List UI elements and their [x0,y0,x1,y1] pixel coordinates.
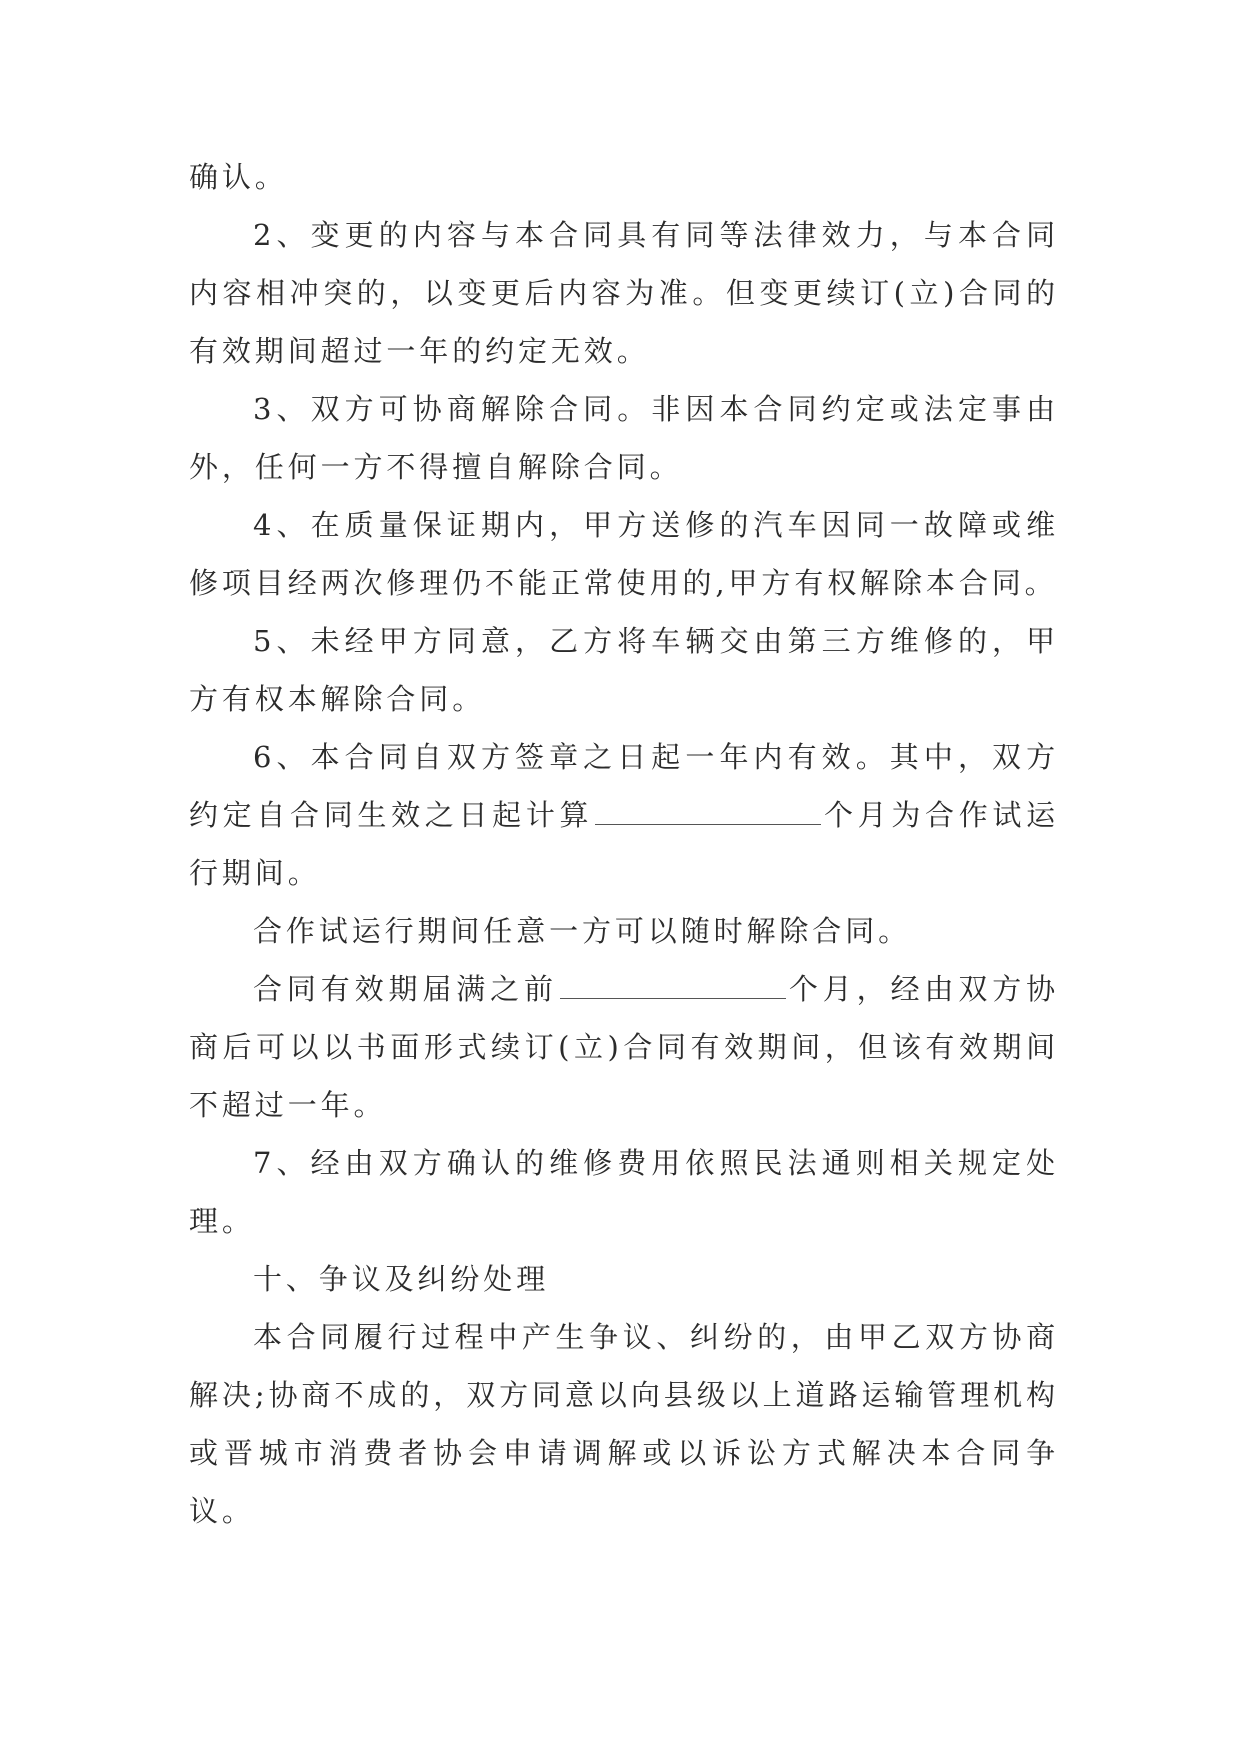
paragraph-clause-6 [189,728,1059,902]
paragraph-clause-2: 2、变更的内容与本合同具有同等法律效力，与本合同内容相冲突的，以变更后内容为准。但变更续订(立)合同的有效期间超过一年的约定无效。 [189,218,1059,368]
paragraph-renewal [189,960,1059,1134]
paragraph-clause-7: 7、经由双方确认的维修费用依照民法通则相关规定处理。 [189,1146,1059,1238]
clause-6-text-before: 6、本合同自双方签章之日起一年内有效。其中，双方约定自合同生效之日起计算 [189,740,1059,832]
renewal-months-blank[interactable] [560,972,786,999]
paragraph-clause-3: 3、双方可协商解除合同。非因本合同约定或法定事由外，任何一方不得擅自解除合同。 [189,392,1059,484]
trial-months-blank[interactable] [595,798,821,825]
renewal-text-after: 个月，经由双方协商后可以以书面形式续订(立)合同有效期间，但该有效期间不超过一年。 [189,972,1059,1122]
renewal-text-before: 合同有效期届满之前 [253,972,558,1006]
document-body [189,148,1059,1540]
clause-6-text-after: 个月为合作试运行期间。 [189,798,1059,890]
paragraph-dispute-resolution: 本合同履行过程中产生争议、纠纷的，由甲乙双方协商解决;协商不成的，双方同意以向县级以上道路运输管理机构或晋城市消费者协会申请调解或以诉讼方式解决本合同争议。 [189,1320,1059,1528]
paragraph-clause-5: 5、未经甲方同意，乙方将车辆交由第三方维修的，甲方有权本解除合同。 [189,624,1059,716]
paragraph-trial-termination: 合作试运行期间任意一方可以随时解除合同。 [253,914,912,948]
section-heading-disputes: 十、争议及纠纷处理 [253,1262,550,1296]
paragraph-confirm: 确认。 [189,160,288,194]
paragraph-clause-4: 4、在质量保证期内，甲方送修的汽车因同一故障或维修项目经两次修理仍不能正常使用的,甲方有权解除本合同。 [189,508,1059,600]
